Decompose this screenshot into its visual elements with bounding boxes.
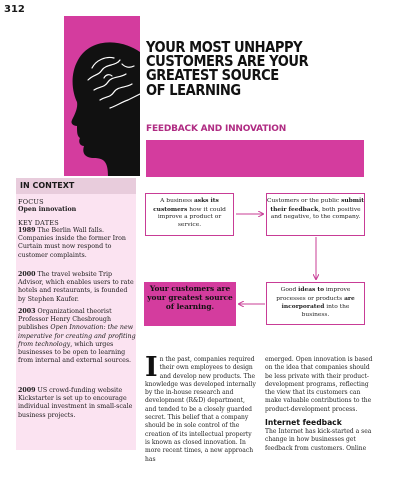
entry-book-title: Open Innovation: the new imperative for creating and profiting from technology: [18, 324, 136, 348]
page-subtitle: FEEDBACK AND INNOVATION: [146, 124, 287, 134]
central-statement: Your customers are your greatest source of learning.: [144, 282, 236, 326]
flow-text: improve processes or products: [276, 287, 351, 302]
entry-year: 2000: [18, 271, 36, 278]
entry-year: 2009: [18, 387, 36, 394]
page-number: 312: [4, 4, 25, 15]
entry-text: Organizational theorist Professor Henry Chesbrough publishes: [18, 308, 112, 332]
title-line: OF LEARNING: [146, 80, 241, 99]
title-line: CUSTOMERS ARE YOUR: [146, 52, 309, 71]
entry-text: US crowd-funding website Kickstarter is set up to encourage individual investment in small-scale business projects.: [18, 387, 133, 419]
flow-text-bold: are incorporated: [281, 294, 355, 311]
drop-cap: I: [145, 352, 158, 383]
flow-text: A business: [160, 198, 194, 204]
body-column-1: [145, 352, 256, 464]
entry-text: , which urges businesses to be open to learning from internal and external sources.: [18, 340, 132, 365]
focus-value: Open innovation: [18, 206, 77, 213]
title-line: GREATEST SOURCE: [146, 66, 279, 85]
flow-text-bold: submit their feedback: [270, 197, 364, 213]
entry-year: 1989: [18, 227, 36, 234]
body-text: The Internet has kick-started a sea change in how businesses get feedback from customers. Online: [265, 428, 372, 452]
key-dates-label: KEY DATES: [18, 219, 59, 227]
body-text: emerged. Open innovation is based on the idea that companies should be less private with their product-development programs, reflecting the view that its customers can make valuable contributions to the product-development process.: [265, 356, 373, 413]
flow-text: how it could improve a product or service.: [157, 206, 226, 228]
flow-text: , both positive and negative, to the company.: [270, 206, 361, 221]
flow-text: into the business.: [301, 304, 350, 318]
context-heading-text: IN CONTEXT: [20, 181, 75, 190]
body-column-2: [265, 356, 377, 453]
title-line: YOUR MOST UNHAPPY: [146, 38, 303, 56]
body-text: n the past, companies required their own employees to design and develop new products. The knowledge was developed internally by the in-house research and development (R&D) department, and tended to be a closely guarded secret. This belief that a company should be in sole control of the creation of its intellectual property is known as closed innovation. In more recent times, a new approach has: [145, 356, 256, 463]
flow-text: Customers or the public: [267, 198, 342, 204]
flow-text: Good: [280, 287, 299, 293]
focus-label: FOCUS: [18, 198, 44, 206]
flow-text-bold: asks its customers: [153, 197, 219, 213]
section-subheading: Internet feedback: [265, 418, 342, 428]
entry-year: 2003: [18, 308, 36, 315]
entry-text: The travel website Trip Advisor, which enables users to rate hotels and restaurants, is founded by Stephen Kaufer.: [18, 271, 134, 303]
entry-text: The Berlin Wall falls. Companies inside the former Iron Curtain must now respond to customer complaints.: [18, 227, 126, 259]
flow-text-bold: ideas to: [298, 286, 325, 293]
